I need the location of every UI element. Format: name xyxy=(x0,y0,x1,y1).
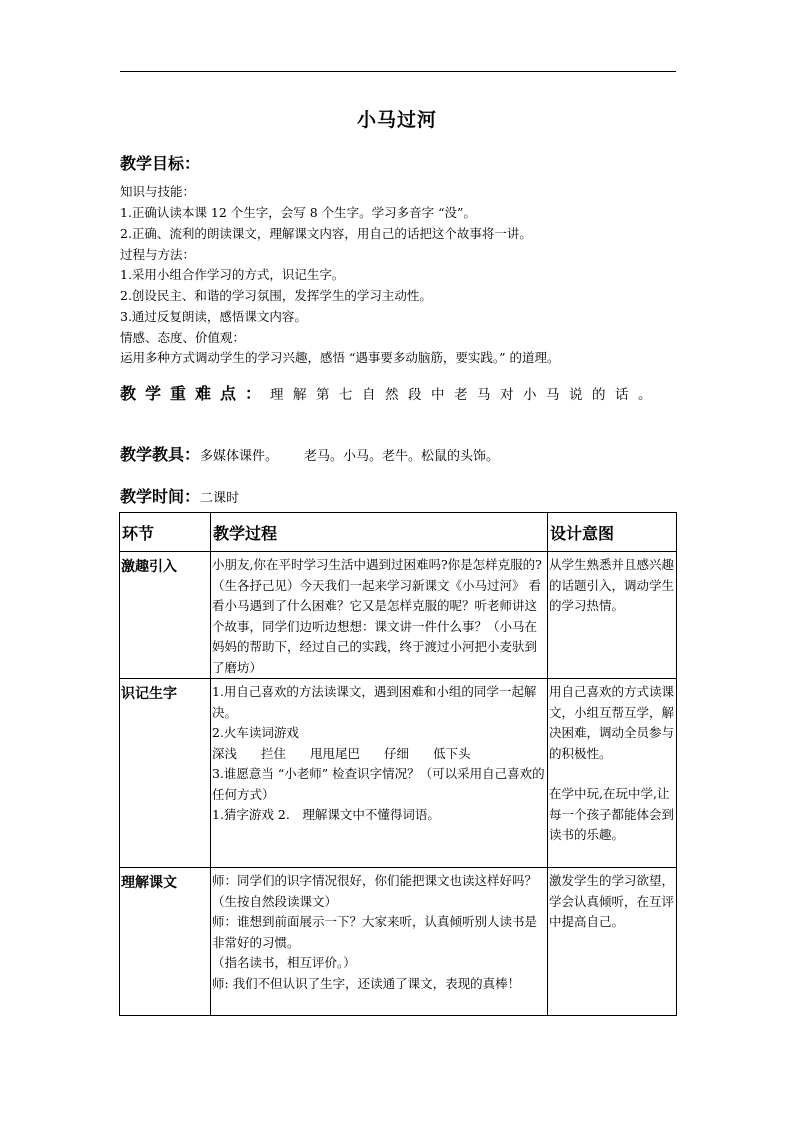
word-list xyxy=(212,744,546,765)
table-row xyxy=(120,552,677,679)
key-points-value: 理解第七自然段中老马对小马说的话。 xyxy=(270,387,662,403)
process-text: 小朋友,你在平时学习生活中遇到过困难吗?你是怎样克服的?（生各抒己见）今天我们一起来学习新课文《小马过河》 看看小马遇到了什么困难？它又是怎样克服的呢？听老师讲这个故事，同学们边听边想想：课文讲一件什么事？（小马在妈妈的帮助下，经过自己的实践，终于渡过小河把小麦驮到了磨坊） xyxy=(212,557,542,675)
section-label: 理解课文 xyxy=(121,875,177,891)
tools-value-2: 老马。小马。老牛。松鼠的头饰。 xyxy=(304,449,500,464)
word-item: 仔细 xyxy=(384,745,410,761)
process-text: 师：同学们的识字情况很好，你们能把课文也读这样好吗？ xyxy=(212,873,538,888)
header-stage: 环节 xyxy=(120,513,211,552)
word-item: 甩甩尾巴 xyxy=(310,745,361,761)
intent-text: 从学生熟悉并且感兴趣的话题引入，调动学生的学习热情。 xyxy=(549,557,675,613)
intent-text: 激发学生的学习欲望，学会认真倾听，在互评中提高自己。 xyxy=(549,873,675,929)
section-label: 识记生字 xyxy=(121,686,177,702)
objective-line: 过程与方法： xyxy=(120,247,196,262)
key-points xyxy=(120,381,661,404)
objective-line: 情感、态度、价值观： xyxy=(120,330,246,345)
objective-line: 1.采用小组合作学习的方式，识记生字。 xyxy=(120,267,345,282)
header-rule xyxy=(120,71,676,72)
process-text: （生按自然段读课文） xyxy=(212,893,338,909)
objective-line: 知识与技能： xyxy=(120,184,196,199)
objective-line: 2.正确、流利的朗读课文，理解课文内容，用自己的话把这个故事将一讲。 xyxy=(120,226,532,241)
objectives-heading: 教学目标： xyxy=(120,154,201,173)
objective-line: 2.创设民主、和谐的学习氛围，发挥学生的学习主动性。 xyxy=(120,288,432,303)
process-text: 1.猜字游戏 2. 理解课文中不懂得词语。 xyxy=(212,807,440,822)
process-text: 1.用自己喜欢的方法读课文，遇到困难和小组的同学一起解决。 xyxy=(212,684,537,720)
process-text: 师: 我们不但认识了生字，还读通了课文，表现的真棒！ xyxy=(212,975,521,991)
process-text: （指名读书，相互评价。） xyxy=(212,955,356,970)
section-label: 激趣引入 xyxy=(121,559,177,575)
page-title: 小马过河 xyxy=(356,109,437,131)
process-text: 师：谁想到前面展示一下？大家来听，认真倾听别人读书是非常好的习惯。 xyxy=(212,914,538,950)
table-row xyxy=(120,679,677,868)
teaching-time xyxy=(120,484,239,507)
intent-text: 用自己喜欢的方式读课文，小组互帮互学，解决困难，调动全员参与的积极性。 xyxy=(549,684,675,761)
word-item: 低下头 xyxy=(433,745,471,761)
objective-line: 运用多种方式调动学生的学习兴趣，感悟 “遇事要多动脑筋，要实践。” 的道理。 xyxy=(120,350,560,365)
time-label: 教学时间： xyxy=(120,487,201,506)
header-process: 教学过程 xyxy=(211,513,548,552)
lesson-plan-table xyxy=(119,512,677,1016)
objective-line: 3.通过反复朗读，感悟课文内容。 xyxy=(120,309,307,324)
key-points-label: 教学重难点： xyxy=(120,384,271,403)
header-intent: 设计意图 xyxy=(548,513,677,552)
tools-value-1: 多媒体课件。 xyxy=(200,449,279,464)
process-text: 3.谁愿意当 “小老师” 检查识字情况？（可以采用自己喜欢的任何方式） xyxy=(212,766,545,802)
objective-line: 1.正确认读本课 12 个生字，会写 8 个生字。学习多音字 “没”。 xyxy=(120,205,476,220)
word-item: 拦住 xyxy=(261,745,287,761)
teaching-tools xyxy=(120,442,499,465)
process-text: 2.火车读词游戏 xyxy=(212,725,299,740)
word-item: 深浅 xyxy=(212,745,238,761)
time-value: 二课时 xyxy=(200,491,240,506)
table-row xyxy=(120,868,677,1016)
intent-text: 在学中玩,在玩中学,让每一个孩子都能体会到读书的乐趣。 xyxy=(549,786,675,842)
tools-label: 教学教具： xyxy=(120,445,201,464)
table-header-row xyxy=(120,513,677,552)
